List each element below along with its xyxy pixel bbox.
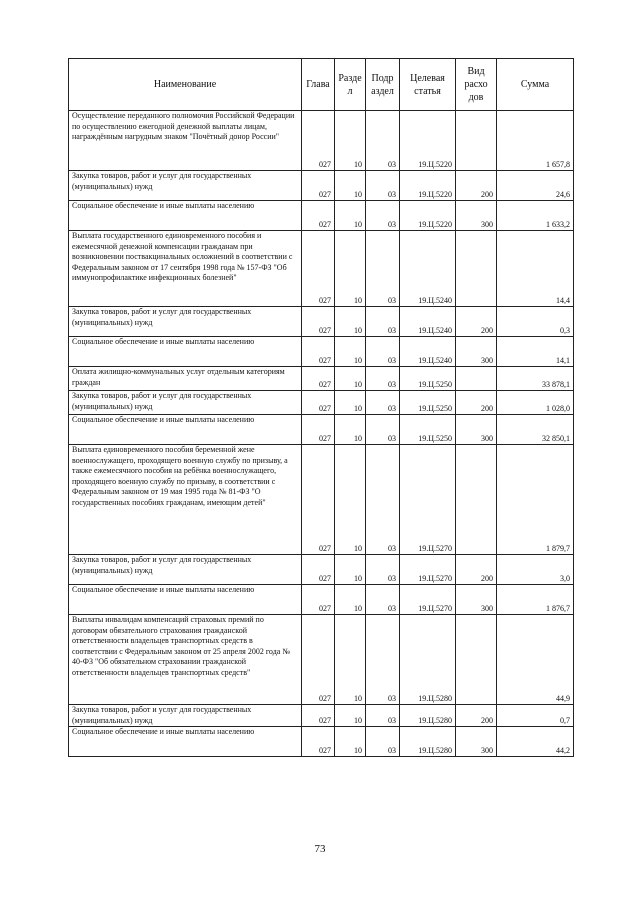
- row-target: 19.Ц.5220: [400, 111, 456, 171]
- row-section: 10: [335, 171, 366, 201]
- row-chapter: 027: [302, 391, 335, 415]
- row-exp-type: [456, 445, 497, 555]
- row-sum: 0,3: [497, 307, 574, 337]
- table-row: [69, 445, 574, 555]
- row-subsection: 03: [366, 585, 400, 615]
- row-target: 19.Ц.5250: [400, 391, 456, 415]
- row-section: 10: [335, 231, 366, 307]
- row-sum: 1 879,7: [497, 445, 574, 555]
- row-exp-type: 200: [456, 171, 497, 201]
- row-subsection: 03: [366, 391, 400, 415]
- table-row: [69, 231, 574, 307]
- header-row: [69, 59, 574, 111]
- row-section: 10: [335, 415, 366, 445]
- table-row: [69, 415, 574, 445]
- row-name: Закупка товаров, работ и услуг для государственных (муниципальных) нужд: [69, 705, 302, 727]
- header-target: Целевая статья: [400, 59, 456, 111]
- row-chapter: 027: [302, 307, 335, 337]
- row-subsection: 03: [366, 201, 400, 231]
- row-name: Социальное обеспечение и иные выплаты населению: [69, 585, 302, 615]
- table-row: [69, 307, 574, 337]
- row-chapter: 027: [302, 201, 335, 231]
- row-target: 19.Ц.5270: [400, 555, 456, 585]
- row-subsection: 03: [366, 337, 400, 367]
- row-sum: 1 028,0: [497, 391, 574, 415]
- row-name: Закупка товаров, работ и услуг для государственных (муниципальных) нужд: [69, 391, 302, 415]
- row-subsection: 03: [366, 367, 400, 391]
- row-chapter: 027: [302, 615, 335, 705]
- row-section: 10: [335, 727, 366, 757]
- header-name: Наименование: [69, 59, 302, 111]
- row-target: 19.Ц.5220: [400, 171, 456, 201]
- row-target: 19.Ц.5240: [400, 337, 456, 367]
- row-sum: 1 633,2: [497, 201, 574, 231]
- row-subsection: 03: [366, 231, 400, 307]
- row-exp-type: 200: [456, 555, 497, 585]
- row-subsection: 03: [366, 555, 400, 585]
- row-exp-type: [456, 231, 497, 307]
- header-subsection: Подр аздел: [366, 59, 400, 111]
- row-target: 19.Ц.5270: [400, 585, 456, 615]
- row-subsection: 03: [366, 415, 400, 445]
- table-row: [69, 367, 574, 391]
- row-section: 10: [335, 555, 366, 585]
- row-sum: 24,6: [497, 171, 574, 201]
- row-chapter: 027: [302, 231, 335, 307]
- row-name: Социальное обеспечение и иные выплаты населению: [69, 337, 302, 367]
- row-name: Социальное обеспечение и иные выплаты населению: [69, 415, 302, 445]
- row-name: Выплаты инвалидам компенсаций страховых премий по договорам обязательного страхования гражданской ответственности владельцев транспортных средств в соответствии с Федеральным законом от 25 апреля 2002 года № 40-ФЗ "Об обязательном страховании гражданской ответственности владельцев транспортных средств": [69, 615, 302, 705]
- header-chapter: Глава: [302, 59, 335, 111]
- row-subsection: 03: [366, 705, 400, 727]
- row-target: 19.Ц.5240: [400, 307, 456, 337]
- row-exp-type: 300: [456, 415, 497, 445]
- table-row: [69, 111, 574, 171]
- row-target: 19.Ц.5280: [400, 615, 456, 705]
- row-name: Социальное обеспечение и иные выплаты населению: [69, 201, 302, 231]
- row-exp-type: 200: [456, 705, 497, 727]
- row-exp-type: 200: [456, 391, 497, 415]
- row-exp-type: 300: [456, 201, 497, 231]
- row-chapter: 027: [302, 171, 335, 201]
- header-section: Разде л: [335, 59, 366, 111]
- row-section: 10: [335, 615, 366, 705]
- row-section: 10: [335, 445, 366, 555]
- row-exp-type: 200: [456, 307, 497, 337]
- row-target: 19.Ц.5270: [400, 445, 456, 555]
- row-chapter: 027: [302, 445, 335, 555]
- row-name: Осуществление переданного полномочия Российской Федерации по осуществлению ежегодной денежной выплаты лицам, награждённым нагрудным знаком "Почётный донор России": [69, 111, 302, 171]
- row-sum: 1 657,8: [497, 111, 574, 171]
- table-row: [69, 201, 574, 231]
- row-section: 10: [335, 111, 366, 171]
- row-target: 19.Ц.5250: [400, 367, 456, 391]
- row-subsection: 03: [366, 171, 400, 201]
- row-sum: 14,1: [497, 337, 574, 367]
- row-exp-type: 300: [456, 337, 497, 367]
- row-chapter: 027: [302, 555, 335, 585]
- row-sum: 44,9: [497, 615, 574, 705]
- row-section: 10: [335, 367, 366, 391]
- row-chapter: 027: [302, 367, 335, 391]
- table-row: [69, 705, 574, 727]
- row-target: 19.Ц.5280: [400, 727, 456, 757]
- row-chapter: 027: [302, 727, 335, 757]
- row-name: Выплата единовременного пособия беременной жене военнослужащего, проходящего военную службу по призыву, а также ежемесячного пособия на ребёнка военнослужащего, проходящего военную службу по призыву, в соответствии с Федеральным законом от 19 мая 1995 года № 81-ФЗ "О государственных пособиях гражданам, имеющим детей": [69, 445, 302, 555]
- row-name: Выплата государственного единовременного пособия и ежемесячной денежной компенсации гражданам при возникновении поствакцинальных осложнений в соответствии с Федеральным законом от 17 сентября 1998 года № 157-ФЗ "Об иммунопрофилактике инфекционных болезней": [69, 231, 302, 307]
- budget-table: [68, 58, 574, 757]
- row-chapter: 027: [302, 111, 335, 171]
- row-name: Социальное обеспечение и иные выплаты населению: [69, 727, 302, 757]
- row-chapter: 027: [302, 705, 335, 727]
- row-name: Закупка товаров, работ и услуг для государственных (муниципальных) нужд: [69, 555, 302, 585]
- table-row: [69, 615, 574, 705]
- row-sum: 44,2: [497, 727, 574, 757]
- header-sum: Сумма: [497, 59, 574, 111]
- row-sum: 32 850,1: [497, 415, 574, 445]
- row-exp-type: 300: [456, 585, 497, 615]
- row-subsection: 03: [366, 307, 400, 337]
- table-row: [69, 727, 574, 757]
- row-section: 10: [335, 307, 366, 337]
- row-subsection: 03: [366, 727, 400, 757]
- row-sum: 33 878,1: [497, 367, 574, 391]
- row-section: 10: [335, 391, 366, 415]
- table-row: [69, 391, 574, 415]
- row-chapter: 027: [302, 415, 335, 445]
- row-subsection: 03: [366, 445, 400, 555]
- row-target: 19.Ц.5250: [400, 415, 456, 445]
- row-chapter: 027: [302, 337, 335, 367]
- row-chapter: 027: [302, 585, 335, 615]
- row-exp-type: 300: [456, 727, 497, 757]
- table-row: [69, 337, 574, 367]
- row-sum: 14,4: [497, 231, 574, 307]
- row-exp-type: [456, 367, 497, 391]
- row-section: 10: [335, 585, 366, 615]
- row-target: 19.Ц.5220: [400, 201, 456, 231]
- row-name: Оплата жилищно-коммунальных услуг отдельным категориям граждан: [69, 367, 302, 391]
- row-subsection: 03: [366, 615, 400, 705]
- row-sum: 1 876,7: [497, 585, 574, 615]
- row-subsection: 03: [366, 111, 400, 171]
- row-sum: 0,7: [497, 705, 574, 727]
- row-target: 19.Ц.5280: [400, 705, 456, 727]
- row-exp-type: [456, 111, 497, 171]
- table-row: [69, 585, 574, 615]
- table-body: [69, 111, 574, 757]
- row-section: 10: [335, 337, 366, 367]
- row-sum: 3,0: [497, 555, 574, 585]
- row-section: 10: [335, 201, 366, 231]
- row-exp-type: [456, 615, 497, 705]
- page-number: 73: [314, 843, 326, 855]
- header-exp-type: Вид расхо дов: [456, 59, 497, 111]
- row-name: Закупка товаров, работ и услуг для государственных (муниципальных) нужд: [69, 171, 302, 201]
- table-row: [69, 555, 574, 585]
- row-section: 10: [335, 705, 366, 727]
- table-row: [69, 171, 574, 201]
- row-target: 19.Ц.5240: [400, 231, 456, 307]
- row-name: Закупка товаров, работ и услуг для государственных (муниципальных) нужд: [69, 307, 302, 337]
